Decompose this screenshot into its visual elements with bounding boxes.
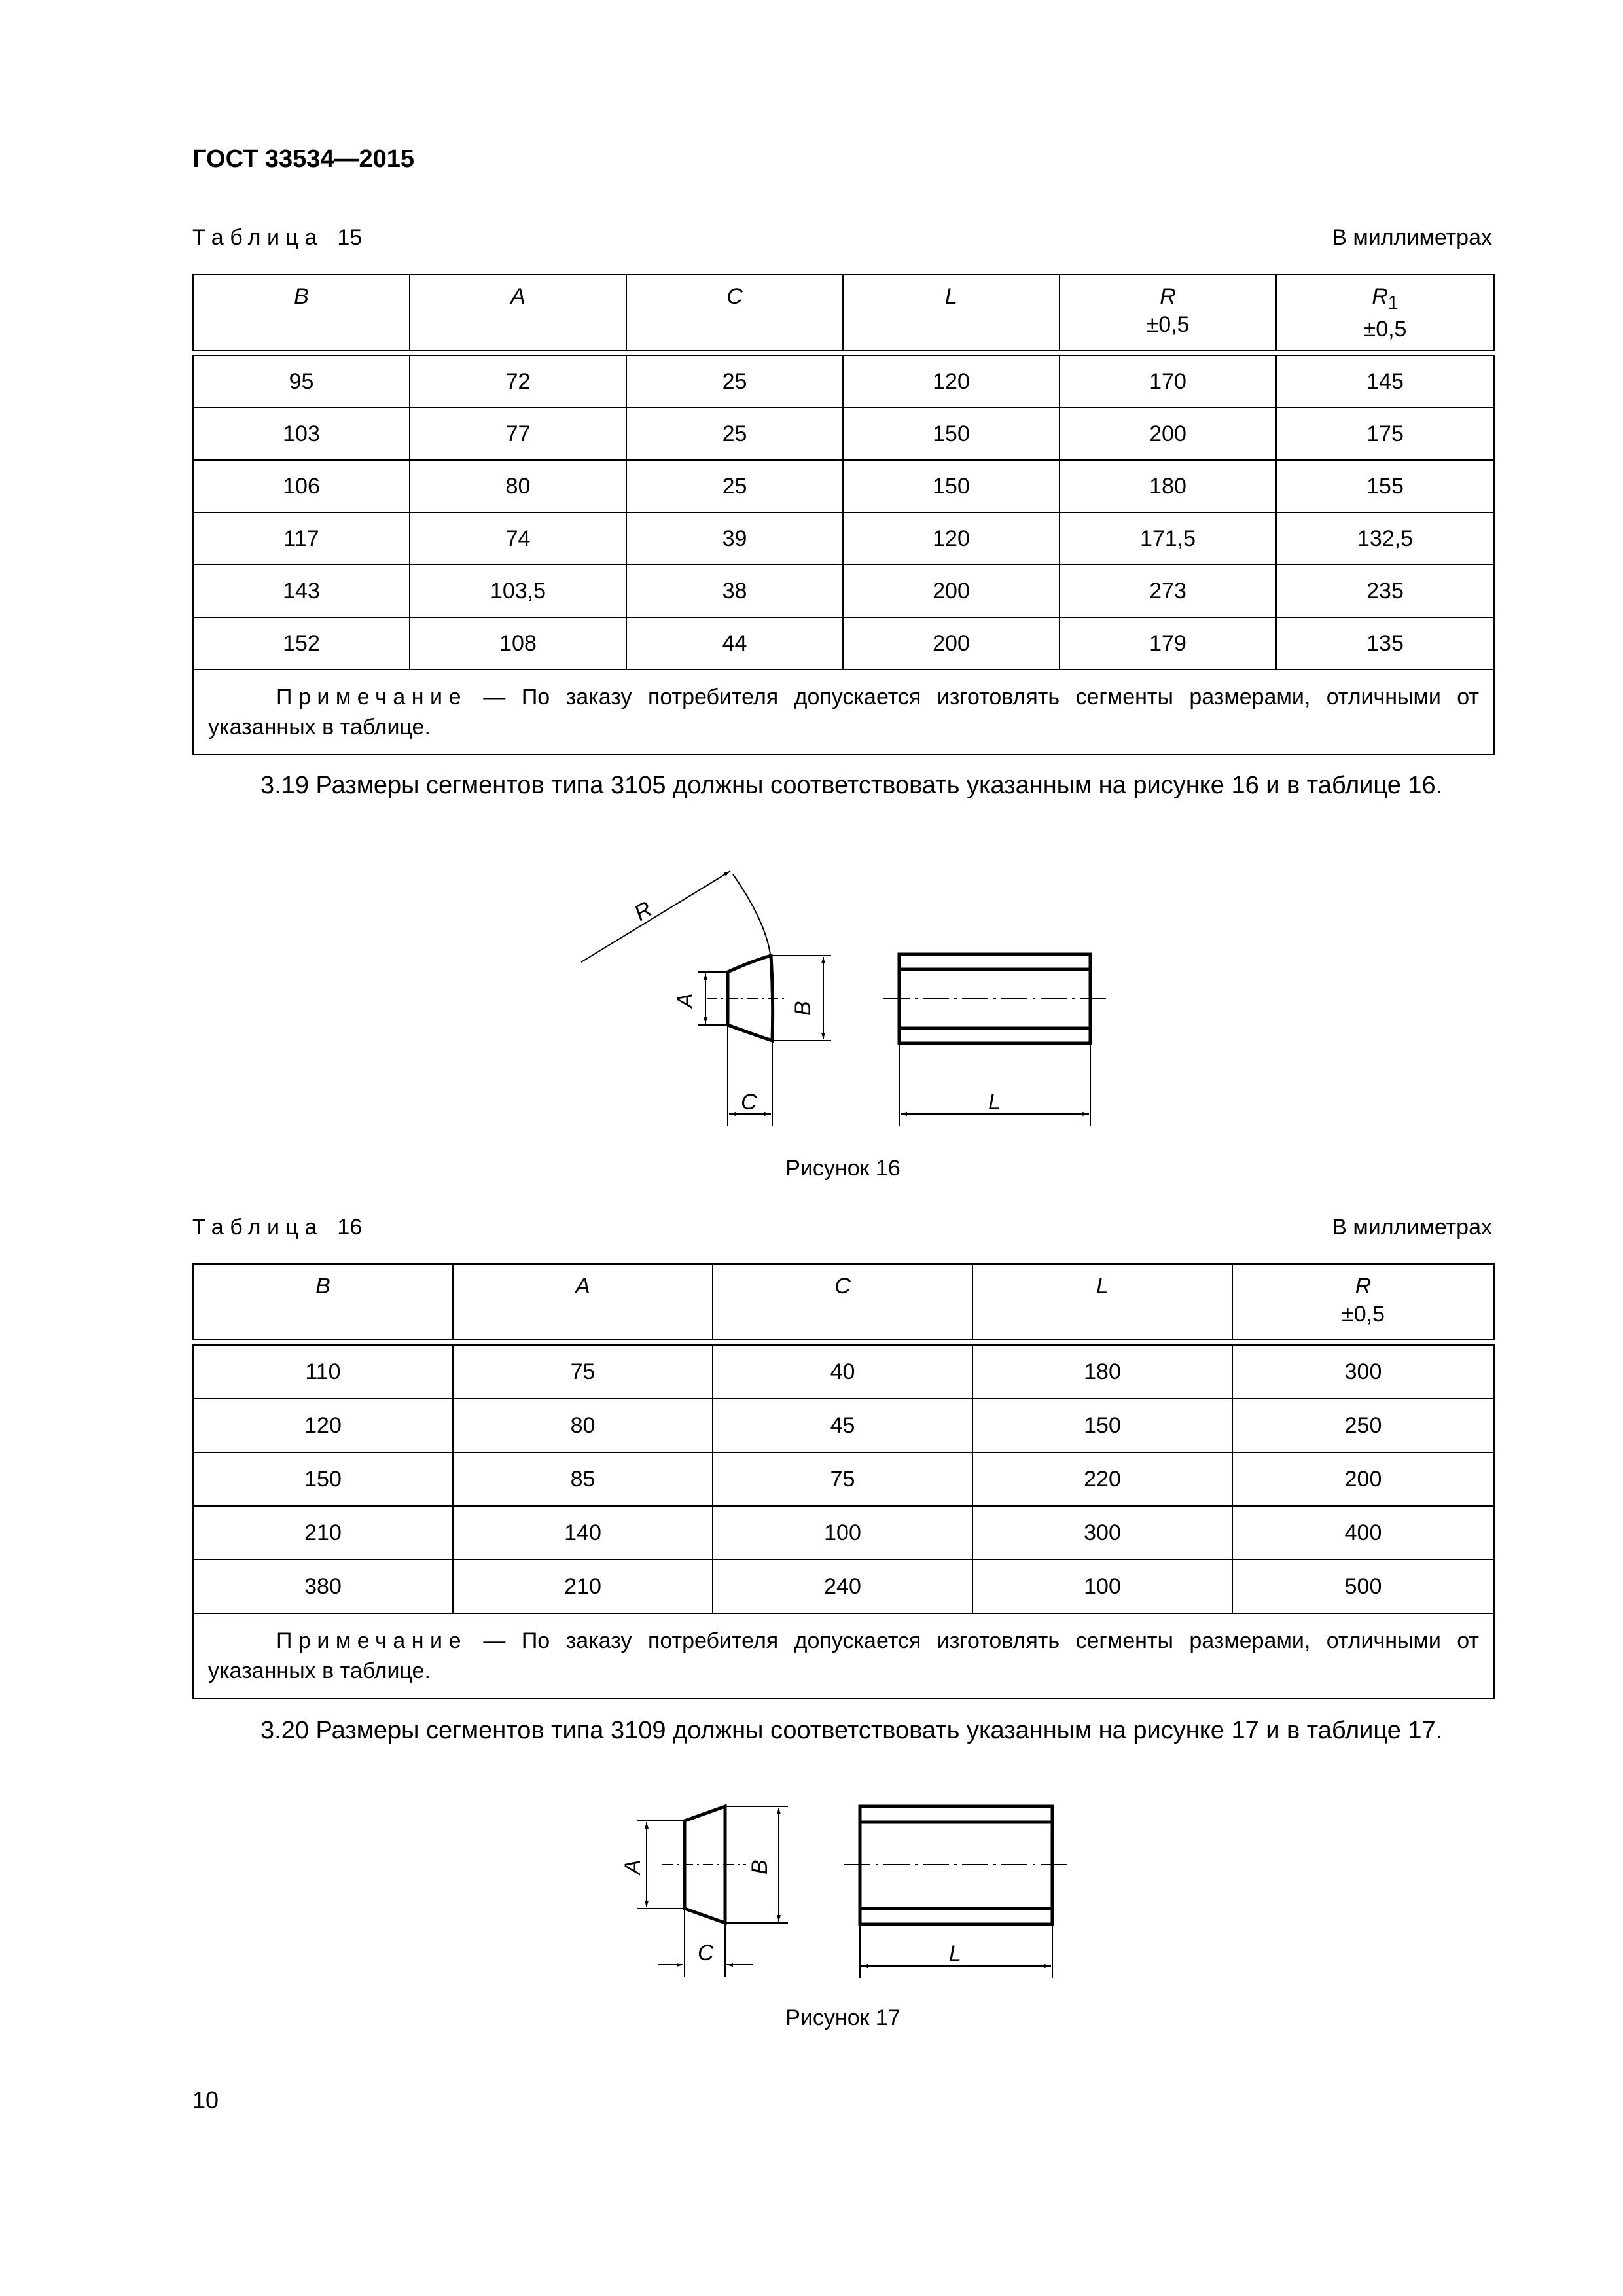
label-b: B	[791, 1001, 815, 1016]
table-cell: 140	[453, 1506, 713, 1560]
table-cell: 179	[1060, 617, 1276, 670]
column-symbol: L	[1096, 1274, 1109, 1299]
note-text: — По заказу потребителя допускается изготовлять сегменты размерами, отличными от указанных в таблице.	[208, 1628, 1479, 1683]
table-cell: 75	[713, 1452, 972, 1506]
column-tolerance: ±0,5	[1363, 316, 1407, 342]
table-cell: 120	[843, 355, 1060, 408]
table-cell: 106	[193, 460, 410, 512]
column-symbol: A	[510, 284, 526, 309]
table-cell: 120	[193, 1399, 453, 1452]
column-symbol: B	[315, 1274, 330, 1299]
figure-16-caption: Рисунок 16	[785, 1156, 901, 1181]
table-cell: 132,5	[1276, 512, 1494, 565]
table-row	[193, 355, 1494, 408]
table-cell: 110	[193, 1345, 453, 1399]
table-row	[193, 617, 1494, 670]
table-cell: 175	[1276, 408, 1494, 460]
table-cell: 38	[626, 565, 843, 617]
column-header	[410, 274, 626, 350]
table-row	[193, 565, 1494, 617]
table-cell: 380	[193, 1560, 453, 1613]
label-l: L	[988, 1090, 1001, 1115]
column-header	[843, 274, 1060, 350]
table-15-unit: В миллиметрах	[1332, 225, 1492, 250]
figure-17-caption: Рисунок 17	[785, 2005, 901, 2030]
table-cell: 180	[1060, 460, 1276, 512]
table-row	[193, 1560, 1494, 1613]
column-symbol: C	[834, 1274, 851, 1299]
header-separator-cell	[193, 1340, 1494, 1345]
column-header	[626, 274, 843, 350]
table-cell: 45	[713, 1399, 972, 1452]
header-separator	[193, 1340, 1494, 1345]
figure-16-drawing	[563, 851, 1126, 1132]
label-b: B	[747, 1859, 772, 1874]
column-tolerance: ±0,5	[1146, 312, 1190, 337]
table-row	[193, 1452, 1494, 1506]
table-cell: 150	[972, 1399, 1232, 1452]
table-note	[193, 670, 1494, 755]
table-cell: 210	[453, 1560, 713, 1613]
note-label: Примечание	[276, 1628, 467, 1653]
table-cell: 500	[1232, 1560, 1494, 1613]
table-cell: 135	[1276, 617, 1494, 670]
table-row	[193, 1345, 1494, 1399]
table-cell: 152	[193, 617, 410, 670]
table-cell: 117	[193, 512, 410, 565]
table-cell: 40	[713, 1345, 972, 1399]
table-cell: 25	[626, 460, 843, 512]
table-cell: 250	[1232, 1399, 1494, 1452]
column-symbol: B	[294, 284, 309, 309]
column-header	[972, 1264, 1232, 1340]
table-cell: 200	[843, 565, 1060, 617]
table-cell: 220	[972, 1452, 1232, 1506]
figure-17-drawing	[615, 1793, 1086, 1983]
table-cell: 95	[193, 355, 410, 408]
page-number: 10	[192, 2087, 219, 2113]
table-row	[193, 1399, 1494, 1452]
table-cell: 39	[626, 512, 843, 565]
table-header-row	[193, 1264, 1494, 1340]
table-row	[193, 460, 1494, 512]
table-caption-number: 15	[337, 225, 363, 250]
table-cell: 180	[972, 1345, 1232, 1399]
column-symbol: L	[945, 284, 957, 309]
table-cell: 75	[453, 1345, 713, 1399]
column-symbol: R	[1355, 1274, 1372, 1299]
table-16	[192, 1263, 1495, 1699]
column-header	[1060, 274, 1276, 350]
table-cell: 85	[453, 1452, 713, 1506]
column-symbol: C	[726, 284, 743, 309]
radius-arc	[733, 874, 771, 959]
table-15-caption	[192, 225, 362, 251]
table-row	[193, 1506, 1494, 1560]
table-cell: 44	[626, 617, 843, 670]
table-cell: 200	[1232, 1452, 1494, 1506]
label-r: R	[630, 896, 657, 926]
table-cell: 200	[1060, 408, 1276, 460]
label-a: A	[620, 1859, 645, 1874]
table-cell: 100	[713, 1506, 972, 1560]
table-16-unit: В миллиметрах	[1332, 1215, 1492, 1240]
table-cell: 155	[1276, 460, 1494, 512]
table-cell: 108	[410, 617, 626, 670]
column-subscript: 1	[1387, 292, 1399, 314]
table-cell: 145	[1276, 355, 1494, 408]
document-header: ГОСТ 33534—2015	[192, 145, 415, 173]
table-cell: 72	[410, 355, 626, 408]
column-tolerance: ±0,5	[1342, 1302, 1385, 1327]
table-note-row	[193, 670, 1494, 755]
table-cell: 150	[843, 460, 1060, 512]
table-row	[193, 512, 1494, 565]
table-15	[192, 274, 1495, 755]
table-cell: 240	[713, 1560, 972, 1613]
table-caption-word: Таблица	[192, 1215, 323, 1240]
table-caption-number: 16	[337, 1215, 363, 1240]
column-header	[193, 1264, 453, 1340]
table-cell: 100	[972, 1560, 1232, 1613]
table-16-caption	[192, 1215, 362, 1240]
table-cell: 235	[1276, 565, 1494, 617]
table-cell: 300	[972, 1506, 1232, 1560]
column-header	[713, 1264, 972, 1340]
note-text: — По заказу потребителя допускается изготовлять сегменты размерами, отличными от указанных в таблице.	[208, 685, 1479, 740]
table-cell: 273	[1060, 565, 1276, 617]
table-cell: 200	[843, 617, 1060, 670]
header-separator-cell	[193, 350, 1494, 355]
label-l: L	[949, 1941, 961, 1966]
table-cell: 150	[193, 1452, 453, 1506]
column-header	[193, 274, 410, 350]
table-cell: 300	[1232, 1345, 1494, 1399]
table-cell: 80	[410, 460, 626, 512]
column-header	[453, 1264, 713, 1340]
paragraph-text: 3.19 Размеры сегментов типа 3105 должны соответствовать указанным на рисунке 16 и в таблице 16.	[260, 772, 1443, 799]
label-c: C	[698, 1941, 714, 1965]
column-symbol: R	[1160, 284, 1176, 309]
paragraph-3-20	[192, 1713, 1493, 1748]
table-cell: 103	[193, 408, 410, 460]
column-header	[1276, 274, 1494, 350]
table-cell: 77	[410, 408, 626, 460]
table-cell: 171,5	[1060, 512, 1276, 565]
header-separator	[193, 350, 1494, 355]
table-cell: 400	[1232, 1506, 1494, 1560]
table-cell: 25	[626, 408, 843, 460]
table-caption-word: Таблица	[192, 225, 323, 250]
column-symbol: A	[575, 1274, 590, 1299]
table-cell: 103,5	[410, 565, 626, 617]
note-label: Примечание	[276, 685, 467, 709]
table-cell: 74	[410, 512, 626, 565]
table-note	[193, 1613, 1494, 1698]
column-header	[1232, 1264, 1494, 1340]
paragraph-3-19	[192, 768, 1493, 802]
table-header-row	[193, 274, 1494, 350]
table-cell: 170	[1060, 355, 1276, 408]
column-symbol: R	[1372, 284, 1388, 309]
table-cell: 80	[453, 1399, 713, 1452]
table-cell: 150	[843, 408, 1060, 460]
table-row	[193, 408, 1494, 460]
table-cell: 25	[626, 355, 843, 408]
table-note-row	[193, 1613, 1494, 1698]
label-c: C	[741, 1090, 757, 1115]
table-cell: 210	[193, 1506, 453, 1560]
table-cell: 143	[193, 565, 410, 617]
label-a: A	[673, 993, 698, 1008]
paragraph-text: 3.20 Размеры сегментов типа 3109 должны соответствовать указанным на рисунке 17 и в таблице 17.	[260, 1717, 1443, 1744]
table-cell: 120	[843, 512, 1060, 565]
